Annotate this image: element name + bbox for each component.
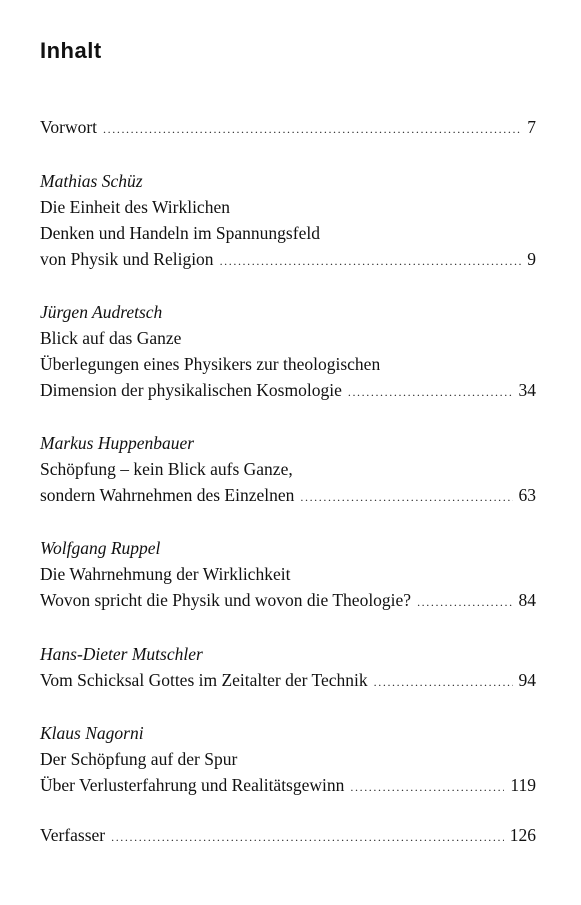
page-number: 7: [527, 117, 536, 137]
author-name: Markus Huppenbauer: [40, 433, 195, 453]
toc-entry-line: [40, 246, 536, 274]
author-name: Mathias Schüz: [40, 171, 143, 191]
toc-entry-line: [40, 667, 536, 695]
page-title: Inhalt: [40, 38, 102, 63]
title-line: Die Wahrnehmung der Wirklichkeit: [40, 564, 291, 584]
title-line: Der Schöpfung auf der Spur: [40, 749, 238, 769]
toc-entry-ruppel[interactable]: [40, 535, 536, 615]
dot-leader: [300, 484, 512, 510]
toc-entry-title: Dimension der physikalischen Kosmologie: [40, 380, 342, 400]
toc-entry-verfasser[interactable]: [40, 822, 536, 850]
toc-entry-line: [40, 482, 536, 510]
toc-entry-title: Über Verlusterfahrung und Realitätsgewinn: [40, 775, 345, 795]
page-number: 126: [509, 825, 536, 845]
toc-entry-title: sondern Wahrnehmen des Einzelnen: [40, 485, 295, 505]
toc-entry-huppenbauer[interactable]: [40, 430, 536, 510]
toc-entry-line: [40, 377, 536, 405]
toc-entry-audretsch[interactable]: [40, 299, 536, 405]
dot-leader: [220, 248, 522, 274]
toc-entry-line: [40, 822, 536, 850]
page-number: 94: [518, 670, 536, 690]
author-name: Wolfgang Ruppel: [40, 538, 161, 558]
page-number: 9: [527, 249, 536, 269]
toc-entry-mutschler[interactable]: [40, 641, 536, 695]
toc-entry-title: Vorwort: [40, 117, 98, 137]
dot-leader: [374, 669, 513, 695]
toc-entry-nagorni[interactable]: [40, 720, 536, 800]
toc-entry-line: [40, 114, 536, 142]
toc-entry-title: Vom Schicksal Gottes im Zeitalter der Technik: [40, 670, 368, 690]
dot-leader: [417, 589, 512, 615]
dot-leader: [111, 824, 504, 850]
toc-entry-title: Verfasser: [40, 825, 106, 845]
author-name: Klaus Nagorni: [40, 723, 144, 743]
toc-entry-line: [40, 587, 536, 615]
title-line: Blick auf das Ganze: [40, 328, 182, 348]
page-number: 119: [510, 775, 536, 795]
page-number: 34: [518, 380, 536, 400]
dot-leader: [103, 116, 521, 142]
title-line: Denken und Handeln im Spannungsfeld: [40, 223, 320, 243]
page-number: 84: [518, 590, 536, 610]
toc-entry-vorwort[interactable]: [40, 114, 536, 142]
toc-entry-title: von Physik und Religion: [40, 249, 214, 269]
title-line: Überlegungen eines Physikers zur theologischen: [40, 354, 381, 374]
title-line: Schöpfung – kein Blick aufs Ganze,: [40, 459, 293, 479]
author-name: Jürgen Audretsch: [40, 302, 163, 322]
toc-entry-line: [40, 772, 536, 800]
title-line: Die Einheit des Wirklichen: [40, 197, 230, 217]
page-number: 63: [518, 485, 536, 505]
dot-leader: [348, 379, 513, 405]
toc-entry-title: Wovon spricht die Physik und wovon die Theologie?: [40, 590, 412, 610]
toc-entry-schuez[interactable]: [40, 168, 536, 274]
dot-leader: [350, 774, 504, 800]
author-name: Hans-Dieter Mutschler: [40, 644, 203, 664]
